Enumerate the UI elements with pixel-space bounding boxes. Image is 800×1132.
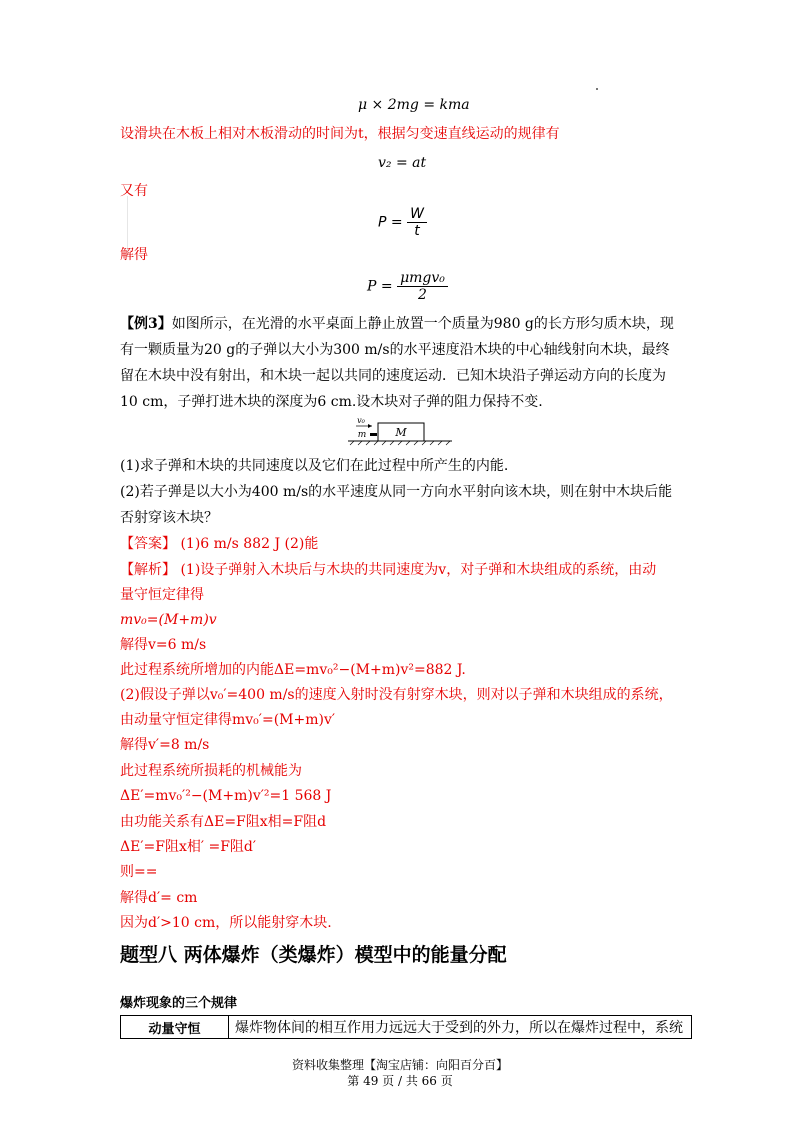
velocity-label: v₀ bbox=[357, 416, 365, 425]
section-title: 题型八 两体爆炸（类爆炸）模型中的能量分配 bbox=[120, 944, 507, 966]
analysis-line-11: 由功能关系有ΔE=F阻x相=F阻d bbox=[120, 814, 327, 830]
table-row bbox=[121, 1016, 692, 1039]
explosion-rules-table bbox=[120, 1015, 692, 1039]
equation-3 bbox=[378, 206, 427, 239]
eq3-denominator: t bbox=[414, 223, 420, 239]
analysis-line-13: 则== bbox=[120, 864, 158, 880]
eq3-lhs: P = bbox=[378, 214, 403, 231]
example-line-4: 10 cm，子弹打进木块的深度为6 cm.设木块对子弹的阻力保持不变. bbox=[120, 394, 543, 410]
bullet-label: m bbox=[357, 430, 367, 440]
example-line-1 bbox=[120, 314, 700, 334]
analysis-line-2: 量守恒定律得 bbox=[120, 587, 204, 603]
analysis-line-8: 解得v′=8 m/s bbox=[120, 737, 210, 753]
text-slide-time: 设滑块在木板上相对木板滑动的时间为t，根据匀变速直线运动的规律有 bbox=[120, 126, 560, 142]
example-text-1: 如图所示，在光滑的水平桌面上静止放置一个质量为980 g的长方形匀质木块，现 bbox=[171, 316, 674, 332]
question-2: (2)若子弹是以大小为400 m/s的水平速度从同一方向水平射向该木块，则在射中木块后能 bbox=[120, 484, 673, 500]
eq3-numerator: W bbox=[407, 206, 427, 223]
question-1: (1)求子弹和木块的共同速度以及它们在此过程中所产生的内能. bbox=[120, 458, 509, 474]
footer-source: 资料收集整理【淘宝店铺：向阳百分百】 bbox=[291, 1058, 508, 1072]
analysis-line-3: mv₀=(M+m)v bbox=[120, 612, 217, 628]
text-also: 又有 bbox=[120, 183, 148, 199]
answer-text: (1)6 m/s 882 J (2)能 bbox=[180, 536, 319, 552]
analysis-line-9: 此过程系统所损耗的机械能为 bbox=[120, 763, 302, 779]
rule-key-cell: 动量守恒 bbox=[121, 1016, 229, 1039]
block-label: M bbox=[395, 426, 407, 439]
eq4-denominator: 2 bbox=[418, 287, 427, 303]
eq4-lhs: P = bbox=[367, 278, 393, 295]
analysis-line-14: 解得d′= cm bbox=[120, 890, 198, 906]
analysis-line-6: (2)假设子弹以v₀′=400 m/s的速度入射时没有射穿木块，则对以子弹和木块组成的系统， bbox=[120, 687, 673, 703]
text-solve: 解得 bbox=[120, 247, 148, 263]
stray-dot bbox=[596, 88, 598, 90]
analysis-line-15: 因为d′>10 cm，所以能射穿木块. bbox=[120, 915, 332, 931]
analysis-line-7: 由动量守恒定律得mv₀′=(M+m)v′ bbox=[120, 712, 336, 728]
analysis-line-5: 此过程系统所增加的内能ΔE=mv₀²−(M+m)v²=882 J. bbox=[120, 662, 466, 678]
bullet bbox=[370, 433, 377, 436]
analysis-line-12: ΔE′=F阻x相′ =F阻d′ bbox=[120, 839, 257, 855]
analysis-tag: 【解析】 bbox=[120, 562, 176, 578]
equation-2: v₂ = at bbox=[378, 155, 427, 171]
analysis-line-10: ΔE′=mv₀′²−(M+m)v′²=1 568 J bbox=[120, 788, 332, 804]
example-line-3: 留在木块中没有射出，和木块一起以共同的速度运动．已知木块沿子弹运动方向的长度为 bbox=[120, 368, 666, 384]
answer-tag: 【答案】 bbox=[120, 536, 176, 552]
answer-line bbox=[120, 534, 700, 554]
velocity-arrowhead bbox=[368, 424, 372, 428]
sub-title: 爆炸现象的三个规律 bbox=[120, 996, 238, 1011]
analysis-text-1: (1)设子弹射入木块后与木块的共同速度为v，对子弹和木块组成的系统，由动 bbox=[180, 562, 657, 578]
analysis-line-1 bbox=[120, 560, 700, 580]
eq4-numerator: μmgv₀ bbox=[397, 270, 448, 287]
bullet-block-figure bbox=[348, 414, 452, 446]
example-line-2: 有一颗质量为20 g的子弹以大小为300 m/s的水平速度沿木块的中心轴线射向木块，最终 bbox=[120, 342, 670, 358]
eq3-fraction bbox=[407, 206, 427, 239]
surface-hatching bbox=[350, 441, 450, 445]
question-2-cont: 否射穿该木块？ bbox=[120, 510, 218, 526]
eq4-fraction bbox=[397, 270, 448, 303]
rule-value-cell: 爆炸物体间的相互作用力远远大于受到的外力，所以在爆炸过程中，系统 bbox=[229, 1016, 692, 1039]
example-tag: 【例3】 bbox=[120, 316, 172, 332]
equation-1: μ × 2mg = kma bbox=[358, 97, 470, 113]
analysis-line-4: 解得v=6 m/s bbox=[120, 637, 207, 653]
footer-page-number: 第 49 页 / 共 66 页 bbox=[347, 1074, 453, 1088]
equation-4 bbox=[367, 270, 448, 303]
